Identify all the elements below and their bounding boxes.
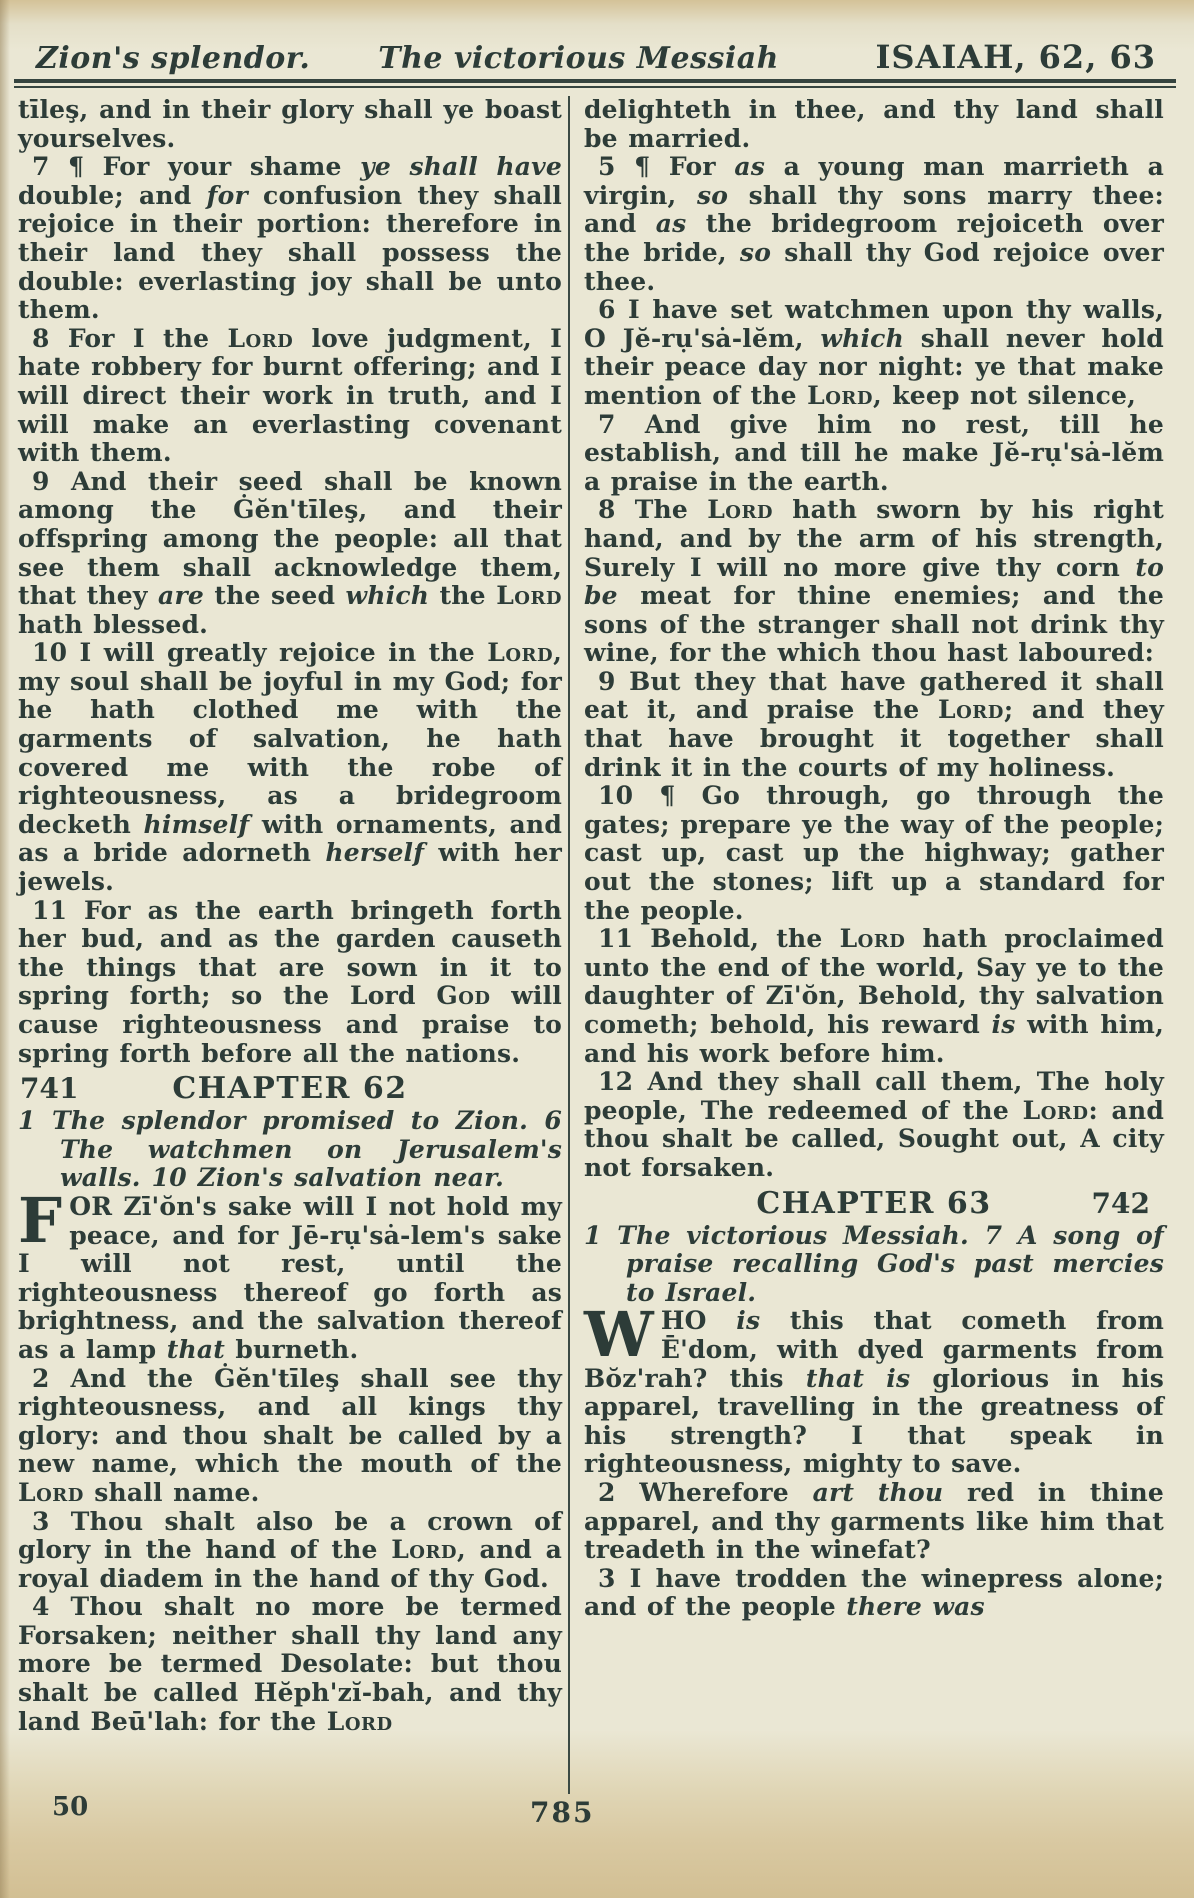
- signature-number: 50: [52, 1792, 89, 1822]
- verse-paragraph: 3 I have trodden the winepress alone; and of the people there was: [584, 1563, 1164, 1622]
- verse-paragraph: 7 ¶ For your shame ye shall have double; and for confusion they shall rejoice in their portion: therefore in their land they shall possess the double: everlasting joy shall be unto them.: [18, 152, 563, 325]
- chapter-summary: 1 The victorious Messiah. 7 A song of praise recalling God's past mercies to Israel.: [584, 1220, 1164, 1307]
- header-double-rule: [14, 79, 1176, 88]
- verse-paragraph: 9 But they that have gathered it shall eat it, and praise the Lord; and they that have brought it together shall drink it in the courts of my holiness.: [584, 666, 1164, 782]
- verse-paragraph: 3 Thou shalt also be a crown of glory in the hand of the Lord, and a royal diadem in the hand of thy God.: [18, 1506, 562, 1593]
- verse-paragraph: 9 And their seed shall be known among the Ġĕn'tīleş, and their offspring among the people: all that see them shall acknowledge them, that they are the seed which the Lord hath blessed.: [18, 466, 563, 639]
- verse-paragraph: 12 And they shall call them, The holy people, The redeemed of the Lord: and thou shalt be called, Sought out, A city not forsaken.: [584, 1067, 1165, 1182]
- verse-paragraph: 10 ¶ Go through, go through the gates; prepare ye the way of the people; cast up, cast up the highway; gather out the stones; lift up a standard for the people.: [584, 781, 1164, 925]
- verse-paragraph: 5 ¶ For as a young man marrieth a virgin, so shall thy sons marry thee: and as the bridegroom rejoiceth over the bride, so shall thy God rejoice over thee.: [584, 152, 1165, 296]
- verse-paragraph: 2 And the Ġĕn'tīleş shall see thy righteousness, and all kings thy glory: and thou shalt be called by a new name, which the mouth of the Lord shall name.: [18, 1363, 562, 1507]
- running-title-center: The victorious Messiah: [378, 41, 779, 76]
- verse-paragraph: 2 Wherefore art thou red in thine apparel, and thy garments like him that treadeth in the winefat?: [584, 1477, 1165, 1565]
- chapter-heading: [18, 1071, 562, 1107]
- text-columns: [0, 96, 1194, 1794]
- drop-cap-letter: F: [18, 1183, 63, 1257]
- chapter-title: CHAPTER 62: [172, 1071, 408, 1107]
- right-column: [570, 96, 1164, 1794]
- verse-paragraph: 4 Thou shalt no more be termed Forsaken; neither shall thy land any more be termed Desolate: but thou shalt be called Hĕph'zĭ-bah, and thy land Beū'lah: for the Lord: [18, 1592, 562, 1736]
- verse-paragraph-dropcap: FOR Zī'ŏn's sake will I not hold my peace, and for Jē-rụ'sȧ-lem's sake I will not rest, until the righteousness thereof go forth as brightness, and the salvation thereof as a lamp that burneth.: [18, 1183, 562, 1364]
- verse-paragraph: 7 And give him no rest, till he establish, and till he make Jĕ-rụ'sȧ-lĕm a praise in the earth.: [584, 409, 1164, 496]
- verse-paragraph: 11 For as the earth bringeth forth her bud, and as the garden causeth the things that are sown in it to spring forth; so the Lord God will cause righteousness and praise to spring forth before all the nations.: [18, 895, 562, 1068]
- verse-paragraph: 8 The Lord hath sworn by his right hand, and by the arm of his strength, Surely I will no more give thy corn to be meat for thine enemies; and the sons of the stranger shall not drink thy wine, for the which thou hast laboured:: [584, 495, 1164, 668]
- running-title-left: Zion's splendor.: [36, 41, 311, 76]
- verse-paragraph: 11 Behold, the Lord hath proclaimed unto the end of the world, Say ye to the daughter of Zī'ŏn, Behold, thy salvation cometh; behold, his reward is with him, and his work before him.: [584, 924, 1164, 1068]
- verse-paragraph-dropcap: WHO is this that cometh from Ē'dom, with dyed garments from Bŏz'rah? this that is glorious in his apparel, travelling in the greatness of his strength? I that speak in righteousness, mighty to save.: [584, 1298, 1165, 1479]
- verse-paragraph: 6 I have set watchmen upon thy walls, O Jĕ-rụ'sȧ-lĕm, which shall never hold their peace day nor night: ye that make mention of the Lord, keep not silence,: [584, 295, 1164, 410]
- chapter-heading: [584, 1186, 1164, 1222]
- verse-paragraph: 10 I will greatly rejoice in the Lord, my soul shall be joyful in my God; for he hath clothed me with the garments of salvation, he hath covered me with the robe of righteousness, as a bridegroom decketh himself with ornaments, and as a bride adorneth herself with her jewels.: [18, 638, 563, 897]
- column-ref-number-right: 742: [1091, 1186, 1150, 1220]
- left-column: [18, 96, 568, 1794]
- column-ref-number-left: 741: [20, 1072, 79, 1106]
- chapter-title: CHAPTER 63: [756, 1185, 992, 1221]
- drop-cap-letter: W: [584, 1298, 654, 1372]
- chapter-summary: 1 The splendor promised to Zion. 6 The watchmen on Jerusalem's walls. 10 Zion's salvation near.: [18, 1106, 562, 1193]
- verse-paragraph: delighteth in thee, and thy land shall be married.: [584, 96, 1164, 153]
- page-number: 785: [530, 1796, 595, 1829]
- verse-paragraph: tīleş, and in their glory shall ye boast yourselves.: [18, 96, 562, 153]
- book-chapter-reference: ISAIAH, 62, 63: [875, 38, 1156, 76]
- running-head: [0, 38, 1194, 76]
- verse-paragraph: 8 For I the Lord love judgment, I hate robbery for burnt offering; and I will direct their work in truth, and I will make an everlasting covenant with them.: [18, 323, 562, 468]
